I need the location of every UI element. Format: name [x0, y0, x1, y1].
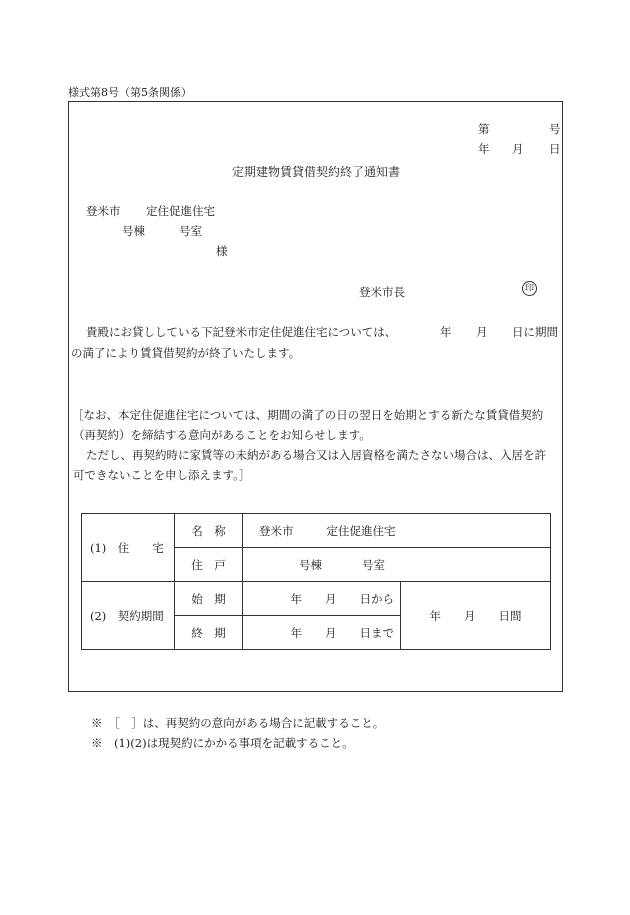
start-label: 始 期 — [175, 582, 243, 616]
footnote-2: ※ (1)(2)は現契約にかかる事項を記載すること。 — [91, 736, 354, 750]
form-number: 様式第8号（第5条関係） — [68, 86, 192, 99]
footnote-1: ※ ［ ］は、再契約の意向がある場合に記載すること。 — [91, 716, 385, 730]
unit-value — [243, 548, 551, 582]
renewal-note-line1: ［なお、本定住促進住宅については、期間の満了の日の翌日を始期とする新たな賃貸借契約 — [72, 408, 544, 422]
unit-building: 号棟 — [299, 557, 322, 572]
renewal-note-line4: 可できないことを申し添えます。］ — [73, 468, 251, 482]
sender-name: 登米市長 — [359, 285, 405, 299]
addressee-honorific: 様 — [216, 244, 228, 258]
period-label: (2) 契約期間 — [82, 582, 175, 650]
addressee-housing: 定住促進住宅 — [146, 204, 215, 218]
end-label: 終 期 — [175, 616, 243, 650]
addressee-city: 登米市 — [86, 204, 121, 218]
body-text-line2: の満了により賃貸借契約が終了いたします。 — [71, 346, 301, 360]
date-month-label: 月 — [512, 142, 524, 156]
table-row — [82, 514, 551, 548]
addressee-building: 号棟 — [122, 224, 145, 238]
renewal-note-line2: （再契約）を締結する意向があることをお知らせします。 — [73, 428, 371, 442]
name-housing: 定住促進住宅 — [326, 523, 396, 538]
renewal-note-line3: ただし、再契約時に家賃等の未納がある場合又は入居資格を満たさない場合は、入居を許 — [86, 448, 546, 462]
housing-label: (1) 住 宅 — [82, 514, 175, 582]
contract-table — [81, 513, 551, 650]
addressee-room: 号室 — [179, 224, 202, 238]
date-day-label: 日 — [549, 142, 561, 156]
end-value: 年 月 日まで — [243, 616, 401, 650]
body-year-label: 年 — [440, 325, 452, 339]
body-text-line1: 貴殿にお貸ししている下記登米市定住促進住宅については、 — [86, 325, 397, 339]
body-month-label: 月 — [476, 325, 488, 339]
unit-room: 号室 — [362, 557, 385, 572]
doc-number-prefix: 第 — [478, 122, 490, 136]
duration-value: 年 月 日間 — [401, 582, 551, 650]
name-city: 登米市 — [259, 523, 294, 538]
date-year-label: 年 — [478, 142, 490, 156]
table-row — [82, 582, 551, 616]
seal-mark-icon: 印 — [522, 281, 537, 296]
body-day-label: 日に期間 — [512, 325, 558, 339]
name-label: 名 称 — [175, 514, 243, 548]
document-title: 定期建物賃貸借契約終了通知書 — [232, 165, 401, 179]
doc-number-suffix: 号 — [549, 122, 561, 136]
unit-label: 住 戸 — [175, 548, 243, 582]
name-value — [243, 514, 551, 548]
start-value: 年 月 日から — [243, 582, 401, 616]
